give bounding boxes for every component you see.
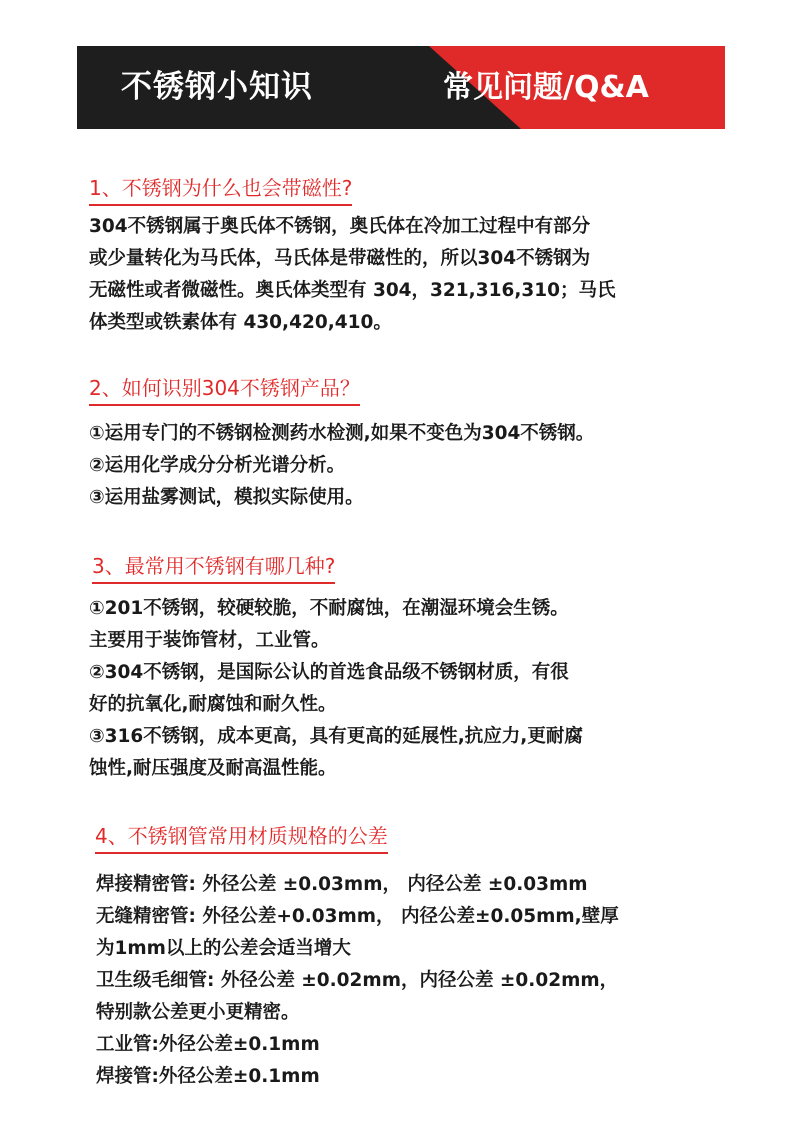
- text-line: ②运用化学成分分析光谱分析。: [89, 455, 346, 476]
- text-line: ③316不锈钢，成本更高，具有更高的延展性,抗应力,更耐腐: [89, 726, 583, 747]
- section-3-heading: 3、最常用不锈钢有哪几种?: [92, 554, 336, 578]
- text-line: 卫生级毛细管: 外径公差 ±0.02mm，内径公差 ±0.02mm，: [96, 970, 619, 991]
- text-line: ①运用专门的不锈钢检测药水检测,如果不变色为304不锈钢。: [89, 423, 595, 444]
- banner-title-right: 常见问题/Q&A: [443, 70, 649, 105]
- header-banner: [77, 46, 725, 129]
- banner-title-left: 不锈钢小知识: [121, 69, 313, 105]
- section-4-body: [96, 869, 619, 1093]
- text-line: 焊接精密管: 外径公差 ±0.03mm， 内径公差 ±0.03mm: [96, 874, 588, 895]
- text-line: 为1mm以上的公差会适当增大: [96, 938, 351, 959]
- text-line: 无磁性或者微磁性。奥氏体类型有 304，321,316,310；马氏: [89, 280, 616, 301]
- text-line: 无缝精密管: 外径公差+0.03mm， 内径公差±0.05mm,壁厚: [96, 906, 619, 927]
- text-line: 特别款公差更小更精密。: [96, 1002, 300, 1023]
- text-line: 或少量转化为马氏体，马氏体是带磁性的，所以304不锈钢为: [89, 248, 591, 269]
- section-4-heading: 4、不锈钢管常用材质规格的公差: [95, 824, 388, 848]
- text-line: ②304不锈钢，是国际公认的首选食品级不锈钢材质，有很: [89, 662, 569, 683]
- text-line: 304不锈钢属于奥氏体不锈钢，奥氏体在冷加工过程中有部分: [89, 216, 591, 237]
- section-2-body: [89, 418, 594, 514]
- section-1-heading: 1、不锈钢为什么也会带磁性?: [89, 176, 353, 200]
- text-line: ③运用盐雾测试，模拟实际使用。: [89, 487, 364, 508]
- section-1-body: [89, 211, 615, 339]
- text-line: 工业管:外径公差±0.1mm: [96, 1034, 320, 1055]
- section-3-body: [89, 593, 583, 785]
- text-line: 体类型或铁素体有 430,420,410。: [89, 312, 392, 333]
- text-line: 蚀性,耐压强度及耐高温性能。: [89, 758, 337, 779]
- text-line: 主要用于装饰管材，工业管。: [89, 630, 330, 651]
- text-line: ①201不锈钢，较硬较脆，不耐腐蚀，在潮湿环境会生锈。: [89, 598, 569, 619]
- text-line: 焊接管:外径公差±0.1mm: [96, 1066, 320, 1087]
- text-line: 好的抗氧化,耐腐蚀和耐久性。: [89, 694, 337, 715]
- section-2-heading: 2、如何识别304不锈钢产品？: [89, 376, 360, 400]
